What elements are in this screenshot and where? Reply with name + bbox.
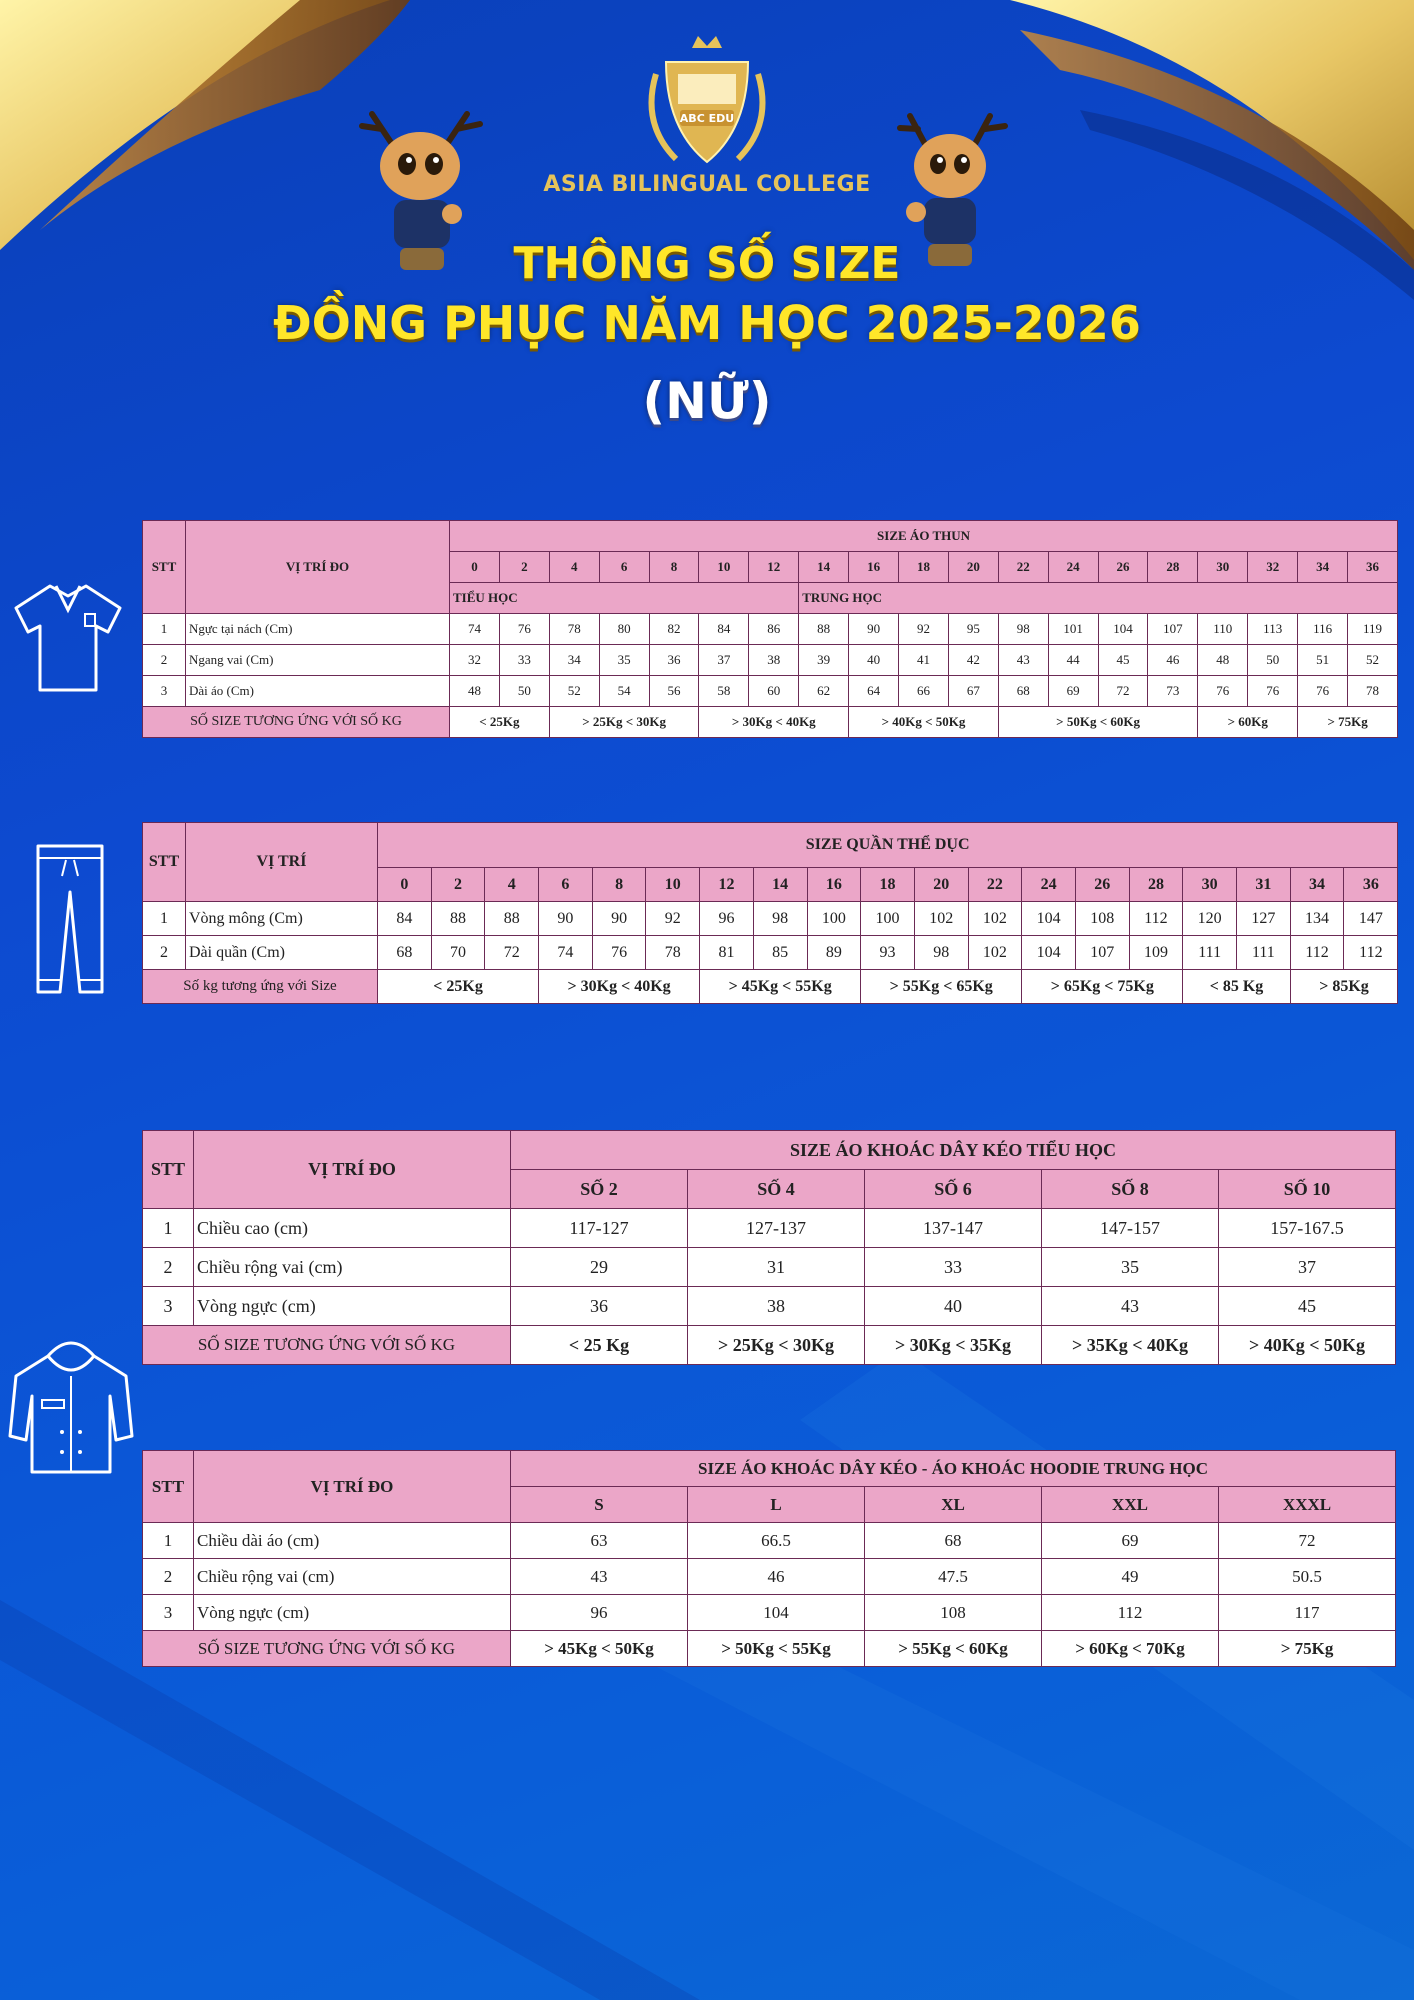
stt-header: STT	[143, 1451, 194, 1523]
value-cell: 37	[699, 645, 749, 676]
kg-cell: > 50Kg < 55Kg	[688, 1631, 865, 1667]
measure-label: Vòng ngực (cm)	[194, 1595, 511, 1631]
value-cell: 102	[968, 902, 1022, 936]
kg-cell: > 85Kg	[1290, 970, 1398, 1004]
value-cell: 104	[688, 1595, 865, 1631]
table-row	[143, 902, 1398, 936]
size-header: 20	[914, 868, 968, 902]
value-cell: 102	[914, 902, 968, 936]
kg-cell: > 40Kg < 50Kg	[849, 707, 999, 738]
stt-cell: 2	[143, 645, 186, 676]
value-cell: 51	[1298, 645, 1348, 676]
kg-cell: > 35Kg < 40Kg	[1042, 1326, 1219, 1365]
size-header: 10	[646, 868, 700, 902]
value-cell: 69	[1048, 676, 1098, 707]
kg-cell: > 25Kg < 30Kg	[549, 707, 699, 738]
stt-cell: 2	[143, 1248, 194, 1287]
value-cell: 66.5	[688, 1523, 865, 1559]
value-cell: 111	[1237, 936, 1291, 970]
size-header: 26	[1098, 552, 1148, 583]
header	[0, 0, 1414, 460]
value-cell: 67	[948, 676, 998, 707]
size-header: 14	[799, 552, 849, 583]
size-header: 30	[1183, 868, 1237, 902]
size-header: SỐ 8	[1042, 1170, 1219, 1209]
stt-cell: 1	[143, 1209, 194, 1248]
size-header: 34	[1290, 868, 1344, 902]
title-line2: ĐỒNG PHỤC NĂM HỌC 2025-2026	[273, 296, 1141, 350]
value-cell: 46	[688, 1559, 865, 1595]
value-cell: 73	[1148, 676, 1198, 707]
value-cell: 64	[849, 676, 899, 707]
size-header: 36	[1344, 868, 1398, 902]
value-cell: 39	[799, 645, 849, 676]
value-cell: 69	[1042, 1523, 1219, 1559]
value-cell: 127-137	[688, 1209, 865, 1248]
size-header: 24	[1022, 868, 1076, 902]
size-header: SỐ 4	[688, 1170, 865, 1209]
size-header: 4	[485, 868, 539, 902]
stt-cell: 3	[143, 1595, 194, 1631]
value-cell: 100	[861, 902, 915, 936]
size-header: 12	[700, 868, 754, 902]
stt-header: STT	[143, 1131, 194, 1209]
value-cell: 98	[914, 936, 968, 970]
value-cell: 110	[1198, 614, 1248, 645]
position-header: VỊ TRÍ	[186, 823, 378, 902]
kg-cell: < 25Kg	[450, 707, 550, 738]
value-cell: 47.5	[865, 1559, 1042, 1595]
value-cell: 107	[1075, 936, 1129, 970]
value-cell: 76	[1248, 676, 1298, 707]
stt-cell: 2	[143, 936, 186, 970]
size-header: 28	[1148, 552, 1198, 583]
value-cell: 40	[865, 1287, 1042, 1326]
value-cell: 52	[549, 676, 599, 707]
kg-row	[143, 1326, 1396, 1365]
size-header: 28	[1129, 868, 1183, 902]
measure-label: Vòng mông (Cm)	[186, 902, 378, 936]
kg-cell: < 25 Kg	[511, 1326, 688, 1365]
value-cell: 104	[1098, 614, 1148, 645]
table-row	[143, 1209, 1396, 1248]
kg-cell: > 65Kg < 75Kg	[1022, 970, 1183, 1004]
value-cell: 68	[865, 1523, 1042, 1559]
value-cell: 41	[899, 645, 949, 676]
value-cell: 52	[1348, 645, 1398, 676]
polo-shirt-icon	[12, 580, 124, 696]
value-cell: 38	[749, 645, 799, 676]
value-cell: 88	[799, 614, 849, 645]
value-cell: 36	[649, 645, 699, 676]
stt-cell: 1	[143, 1523, 194, 1559]
value-cell: 157-167.5	[1219, 1209, 1396, 1248]
size-header: 0	[378, 868, 432, 902]
value-cell: 120	[1183, 902, 1237, 936]
value-cell: 113	[1248, 614, 1298, 645]
value-cell: 84	[378, 902, 432, 936]
value-cell: 108	[865, 1595, 1042, 1631]
value-cell: 98	[753, 902, 807, 936]
size-header: 24	[1048, 552, 1098, 583]
kg-cell: > 60Kg	[1198, 707, 1298, 738]
measure-label: Ngang vai (Cm)	[186, 645, 450, 676]
stt-cell: 2	[143, 1559, 194, 1595]
stt-cell: 1	[143, 902, 186, 936]
college-name: ASIA BILINGUAL COLLEGE	[543, 172, 871, 197]
kg-cell: > 30Kg < 40Kg	[539, 970, 700, 1004]
value-cell: 104	[1022, 902, 1076, 936]
value-cell: 45	[1098, 645, 1148, 676]
size-header: 16	[849, 552, 899, 583]
size-header: XXL	[1042, 1487, 1219, 1523]
value-cell: 78	[1348, 676, 1398, 707]
value-cell: 96	[700, 902, 754, 936]
value-cell: 104	[1022, 936, 1076, 970]
kg-cell: > 75Kg	[1219, 1631, 1396, 1667]
measure-label: Chiều rộng vai (cm)	[194, 1248, 511, 1287]
size-header: 8	[592, 868, 646, 902]
value-cell: 48	[1198, 645, 1248, 676]
position-header: VỊ TRÍ ĐO	[194, 1451, 511, 1523]
kg-cell: > 75Kg	[1298, 707, 1398, 738]
value-cell: 116	[1298, 614, 1348, 645]
value-cell: 68	[378, 936, 432, 970]
size-header: 36	[1348, 552, 1398, 583]
table-row	[143, 676, 1398, 707]
kg-cell: > 25Kg < 30Kg	[688, 1326, 865, 1365]
table-title: SIZE QUẦN THỂ DỤC	[378, 823, 1398, 868]
value-cell: 33	[499, 645, 549, 676]
size-header: SỐ 2	[511, 1170, 688, 1209]
value-cell: 43	[998, 645, 1048, 676]
value-cell: 50	[1248, 645, 1298, 676]
kg-row	[143, 970, 1398, 1004]
kg-label: SỐ SIZE TƯƠNG ỨNG VỚI SỐ KG	[143, 1326, 511, 1365]
value-cell: 78	[646, 936, 700, 970]
value-cell: 76	[1198, 676, 1248, 707]
value-cell: 44	[1048, 645, 1098, 676]
value-cell: 78	[549, 614, 599, 645]
secondary-jacket-size-table	[142, 1450, 1396, 1667]
value-cell: 31	[688, 1248, 865, 1287]
value-cell: 82	[649, 614, 699, 645]
kg-cell: > 30Kg < 40Kg	[699, 707, 849, 738]
value-cell: 58	[699, 676, 749, 707]
value-cell: 45	[1219, 1287, 1396, 1326]
value-cell: 76	[499, 614, 549, 645]
stt-header: STT	[143, 823, 186, 902]
value-cell: 38	[688, 1287, 865, 1326]
value-cell: 37	[1219, 1248, 1396, 1287]
value-cell: 134	[1290, 902, 1344, 936]
size-header: 2	[499, 552, 549, 583]
table-row	[143, 1523, 1396, 1559]
value-cell: 72	[1219, 1523, 1396, 1559]
value-cell: 100	[807, 902, 861, 936]
measure-label: Dài quần (Cm)	[186, 936, 378, 970]
value-cell: 76	[1298, 676, 1348, 707]
size-header: 4	[549, 552, 599, 583]
size-header: 12	[749, 552, 799, 583]
value-cell: 96	[511, 1595, 688, 1631]
value-cell: 32	[450, 645, 500, 676]
value-cell: 90	[592, 902, 646, 936]
measure-label: Chiều cao (cm)	[194, 1209, 511, 1248]
size-header: 6	[539, 868, 593, 902]
value-cell: 76	[592, 936, 646, 970]
measure-label: Vòng ngực (cm)	[194, 1287, 511, 1326]
value-cell: 117	[1219, 1595, 1396, 1631]
kg-cell: > 55Kg < 65Kg	[861, 970, 1022, 1004]
value-cell: 56	[649, 676, 699, 707]
value-cell: 108	[1075, 902, 1129, 936]
value-cell: 102	[968, 936, 1022, 970]
value-cell: 74	[450, 614, 500, 645]
value-cell: 117-127	[511, 1209, 688, 1248]
measure-label: Ngực tại nách (Cm)	[186, 614, 450, 645]
value-cell: 68	[998, 676, 1048, 707]
kg-cell: > 55Kg < 60Kg	[865, 1631, 1042, 1667]
kg-cell: > 30Kg < 35Kg	[865, 1326, 1042, 1365]
measure-label: Chiều dài áo (cm)	[194, 1523, 511, 1559]
group-secondary: TRUNG HỌC	[799, 583, 1398, 614]
value-cell: 35	[1042, 1248, 1219, 1287]
size-header: XL	[865, 1487, 1042, 1523]
table-row	[143, 1287, 1396, 1326]
kg-cell: < 85 Kg	[1183, 970, 1290, 1004]
value-cell: 43	[1042, 1287, 1219, 1326]
title-line3: (NỮ)	[642, 372, 772, 430]
value-cell: 50	[499, 676, 549, 707]
value-cell: 54	[599, 676, 649, 707]
value-cell: 111	[1183, 936, 1237, 970]
kg-cell: > 40Kg < 50Kg	[1219, 1326, 1396, 1365]
kg-row	[143, 707, 1398, 738]
value-cell: 43	[511, 1559, 688, 1595]
pants-icon	[30, 842, 110, 1000]
size-header: 34	[1298, 552, 1348, 583]
value-cell: 88	[485, 902, 539, 936]
table-row	[143, 936, 1398, 970]
value-cell: 89	[807, 936, 861, 970]
size-header: 32	[1248, 552, 1298, 583]
value-cell: 48	[450, 676, 500, 707]
value-cell: 92	[646, 902, 700, 936]
logo-text: ABC EDU	[679, 112, 735, 125]
value-cell: 35	[599, 645, 649, 676]
value-cell: 112	[1129, 902, 1183, 936]
measure-label: Chiều rộng vai (cm)	[194, 1559, 511, 1595]
size-header: 2	[431, 868, 485, 902]
kg-row	[143, 1631, 1396, 1667]
size-header: 10	[699, 552, 749, 583]
size-header: 20	[948, 552, 998, 583]
value-cell: 70	[431, 936, 485, 970]
table-title: SIZE ÁO KHOÁC DÂY KÉO TIỂU HỌC	[511, 1131, 1396, 1170]
value-cell: 109	[1129, 936, 1183, 970]
pants-size-table	[142, 822, 1398, 1004]
position-header: VỊ TRÍ ĐO	[186, 521, 450, 614]
value-cell: 46	[1148, 645, 1198, 676]
value-cell: 137-147	[865, 1209, 1042, 1248]
measure-label: Dài áo (Cm)	[186, 676, 450, 707]
kg-cell: > 45Kg < 55Kg	[700, 970, 861, 1004]
size-header: 6	[599, 552, 649, 583]
size-header: 26	[1075, 868, 1129, 902]
table-title: SIZE ÁO THUN	[450, 521, 1398, 552]
table-row	[143, 645, 1398, 676]
size-header: 30	[1198, 552, 1248, 583]
value-cell: 29	[511, 1248, 688, 1287]
value-cell: 62	[799, 676, 849, 707]
size-header: XXXL	[1219, 1487, 1396, 1523]
value-cell: 112	[1042, 1595, 1219, 1631]
kg-label: SỐ SIZE TƯƠNG ỨNG VỚI SỐ KG	[143, 707, 450, 738]
value-cell: 88	[431, 902, 485, 936]
stt-cell: 3	[143, 676, 186, 707]
size-header: 22	[968, 868, 1022, 902]
size-header: 18	[899, 552, 949, 583]
primary-jacket-size-table	[142, 1130, 1396, 1365]
value-cell: 66	[899, 676, 949, 707]
value-cell: 63	[511, 1523, 688, 1559]
value-cell: 95	[948, 614, 998, 645]
size-header: 8	[649, 552, 699, 583]
value-cell: 81	[700, 936, 754, 970]
value-cell: 50.5	[1219, 1559, 1396, 1595]
kg-cell: < 25Kg	[378, 970, 539, 1004]
value-cell: 49	[1042, 1559, 1219, 1595]
value-cell: 72	[485, 936, 539, 970]
value-cell: 86	[749, 614, 799, 645]
size-header: SỐ 10	[1219, 1170, 1396, 1209]
value-cell: 33	[865, 1248, 1042, 1287]
value-cell: 72	[1098, 676, 1148, 707]
size-header: SỐ 6	[865, 1170, 1042, 1209]
kg-label: Số kg tương ứng với Size	[143, 970, 378, 1004]
stt-cell: 3	[143, 1287, 194, 1326]
size-header: 18	[861, 868, 915, 902]
table-row	[143, 614, 1398, 645]
tshirt-size-table	[142, 520, 1398, 738]
value-cell: 127	[1237, 902, 1291, 936]
value-cell: 80	[599, 614, 649, 645]
value-cell: 93	[861, 936, 915, 970]
kg-cell: > 50Kg < 60Kg	[998, 707, 1198, 738]
value-cell: 112	[1290, 936, 1344, 970]
value-cell: 36	[511, 1287, 688, 1326]
value-cell: 98	[998, 614, 1048, 645]
size-header: 14	[753, 868, 807, 902]
value-cell: 42	[948, 645, 998, 676]
stt-header: STT	[143, 521, 186, 614]
kg-cell: > 60Kg < 70Kg	[1042, 1631, 1219, 1667]
value-cell: 85	[753, 936, 807, 970]
kg-label: SỐ SIZE TƯƠNG ỨNG VỚI SỐ KG	[143, 1631, 511, 1667]
value-cell: 112	[1344, 936, 1398, 970]
hoodie-jacket-icon	[6, 1336, 136, 1476]
table-row	[143, 1559, 1396, 1595]
size-header: L	[688, 1487, 865, 1523]
value-cell: 34	[549, 645, 599, 676]
value-cell: 92	[899, 614, 949, 645]
value-cell: 90	[849, 614, 899, 645]
group-primary: TIỂU HỌC	[450, 583, 799, 614]
value-cell: 74	[539, 936, 593, 970]
value-cell: 40	[849, 645, 899, 676]
value-cell: 101	[1048, 614, 1098, 645]
table-row	[143, 1595, 1396, 1631]
size-header: 16	[807, 868, 861, 902]
size-header: 31	[1237, 868, 1291, 902]
value-cell: 119	[1348, 614, 1398, 645]
value-cell: 147	[1344, 902, 1398, 936]
value-cell: 107	[1148, 614, 1198, 645]
kg-cell: > 45Kg < 50Kg	[511, 1631, 688, 1667]
value-cell: 84	[699, 614, 749, 645]
table-title: SIZE ÁO KHOÁC DÂY KÉO - ÁO KHOÁC HOODIE TRUNG HỌC	[511, 1451, 1396, 1487]
size-header: 22	[998, 552, 1048, 583]
size-header: 0	[450, 552, 500, 583]
size-header: S	[511, 1487, 688, 1523]
stt-cell: 1	[143, 614, 186, 645]
abc-edu-logo	[636, 34, 778, 174]
value-cell: 90	[539, 902, 593, 936]
table-row	[143, 1248, 1396, 1287]
value-cell: 60	[749, 676, 799, 707]
value-cell: 147-157	[1042, 1209, 1219, 1248]
title-line1: THÔNG SỐ SIZE	[513, 238, 901, 289]
position-header: VỊ TRÍ ĐO	[194, 1131, 511, 1209]
